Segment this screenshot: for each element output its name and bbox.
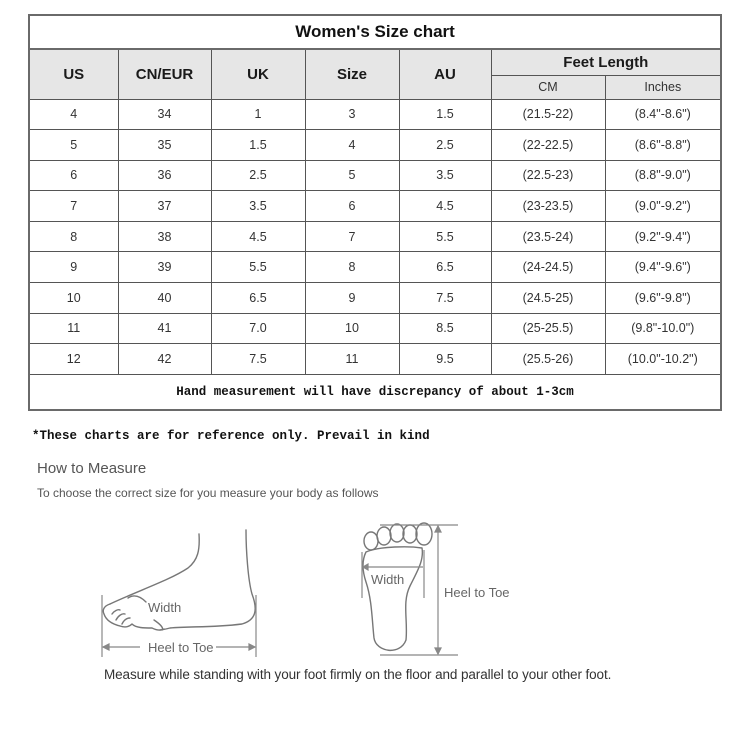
table-row xyxy=(29,221,721,252)
header-uk: UK xyxy=(211,49,305,99)
cell-cm: (23.5-24) xyxy=(491,221,605,252)
cell-cm: (25-25.5) xyxy=(491,313,605,344)
cell-inches: (9.0"-9.2") xyxy=(605,191,721,222)
cell-size: 6 xyxy=(305,191,399,222)
cell-cm: (24.5-25) xyxy=(491,283,605,314)
cell-size: 7 xyxy=(305,221,399,252)
cell-us: 12 xyxy=(29,344,118,375)
cell-size: 5 xyxy=(305,160,399,191)
cell-us: 9 xyxy=(29,252,118,283)
measure-caption: Measure while standing with your foot firmly on the floor and parallel to your other foot. xyxy=(104,667,612,682)
cell-uk: 2.5 xyxy=(211,160,305,191)
cell-cn-eur: 39 xyxy=(118,252,211,283)
header-inches: Inches xyxy=(605,75,721,99)
cell-au: 3.5 xyxy=(399,160,491,191)
cell-inches: (8.4"-8.6") xyxy=(605,99,721,130)
table-row xyxy=(29,130,721,161)
cell-us: 6 xyxy=(29,160,118,191)
table-title: Women's Size chart xyxy=(29,15,721,49)
foot-top-icon xyxy=(340,510,540,665)
cell-us: 10 xyxy=(29,283,118,314)
cell-cn-eur: 34 xyxy=(118,99,211,130)
cell-uk: 6.5 xyxy=(211,283,305,314)
cell-size: 10 xyxy=(305,313,399,344)
header-us: US xyxy=(29,49,118,99)
cell-cm: (21.5-22) xyxy=(491,99,605,130)
cell-inches: (9.4"-9.6") xyxy=(605,252,721,283)
how-to-measure-title: How to Measure xyxy=(37,460,147,477)
side-heel-to-toe-label: Heel to Toe xyxy=(148,640,214,655)
cell-au: 8.5 xyxy=(399,313,491,344)
table-row xyxy=(29,283,721,314)
cell-au: 6.5 xyxy=(399,252,491,283)
cell-size: 4 xyxy=(305,130,399,161)
cell-uk: 7.5 xyxy=(211,344,305,375)
cell-uk: 1 xyxy=(211,99,305,130)
table-footnote: Hand measurement will have discrepancy of about 1-3cm xyxy=(29,374,721,410)
header-feet-length: Feet Length xyxy=(491,49,721,75)
cell-uk: 7.0 xyxy=(211,313,305,344)
cell-size: 3 xyxy=(305,99,399,130)
cell-au: 5.5 xyxy=(399,221,491,252)
cell-size: 8 xyxy=(305,252,399,283)
cell-inches: (9.2"-9.4") xyxy=(605,221,721,252)
cell-cn-eur: 42 xyxy=(118,344,211,375)
cell-us: 5 xyxy=(29,130,118,161)
cell-uk: 1.5 xyxy=(211,130,305,161)
cell-cn-eur: 38 xyxy=(118,221,211,252)
side-view-foot-illustration xyxy=(90,510,290,665)
cell-us: 8 xyxy=(29,221,118,252)
cell-uk: 4.5 xyxy=(211,221,305,252)
header-cm: CM xyxy=(491,75,605,99)
side-width-label: Width xyxy=(148,600,182,615)
top-heel-to-toe-label: Heel to Toe xyxy=(444,585,510,600)
cell-size: 9 xyxy=(305,283,399,314)
cell-cm: (22-22.5) xyxy=(491,130,605,161)
table-row xyxy=(29,160,721,191)
table-row xyxy=(29,313,721,344)
cell-au: 9.5 xyxy=(399,344,491,375)
cell-cn-eur: 37 xyxy=(118,191,211,222)
table-row xyxy=(29,344,721,375)
cell-inches: (9.6"-9.8") xyxy=(605,283,721,314)
cell-au: 4.5 xyxy=(399,191,491,222)
reference-note: *These charts are for reference only. Prevail in kind xyxy=(32,429,430,443)
top-view-foot-illustration xyxy=(340,510,540,665)
cell-us: 4 xyxy=(29,99,118,130)
cell-cn-eur: 41 xyxy=(118,313,211,344)
cell-cm: (22.5-23) xyxy=(491,160,605,191)
header-size: Size xyxy=(305,49,399,99)
table-row xyxy=(29,99,721,130)
cell-cm: (23-23.5) xyxy=(491,191,605,222)
cell-cm: (25.5-26) xyxy=(491,344,605,375)
cell-us: 7 xyxy=(29,191,118,222)
cell-inches: (9.8"-10.0") xyxy=(605,313,721,344)
header-cn-eur: CN/EUR xyxy=(118,49,211,99)
size-chart-table xyxy=(28,14,722,411)
cell-au: 1.5 xyxy=(399,99,491,130)
cell-cm: (24-24.5) xyxy=(491,252,605,283)
table-row xyxy=(29,252,721,283)
cell-au: 2.5 xyxy=(399,130,491,161)
how-to-measure-subtitle: To choose the correct size for you measure your body as follows xyxy=(37,486,379,500)
header-au: AU xyxy=(399,49,491,99)
cell-inches: (8.6"-8.8") xyxy=(605,130,721,161)
top-width-label: Width xyxy=(371,572,405,587)
cell-cn-eur: 35 xyxy=(118,130,211,161)
cell-au: 7.5 xyxy=(399,283,491,314)
cell-cn-eur: 36 xyxy=(118,160,211,191)
table-row xyxy=(29,191,721,222)
cell-uk: 3.5 xyxy=(211,191,305,222)
cell-inches: (8.8"-9.0") xyxy=(605,160,721,191)
cell-inches: (10.0"-10.2") xyxy=(605,344,721,375)
cell-us: 11 xyxy=(29,313,118,344)
cell-size: 11 xyxy=(305,344,399,375)
cell-uk: 5.5 xyxy=(211,252,305,283)
cell-cn-eur: 40 xyxy=(118,283,211,314)
